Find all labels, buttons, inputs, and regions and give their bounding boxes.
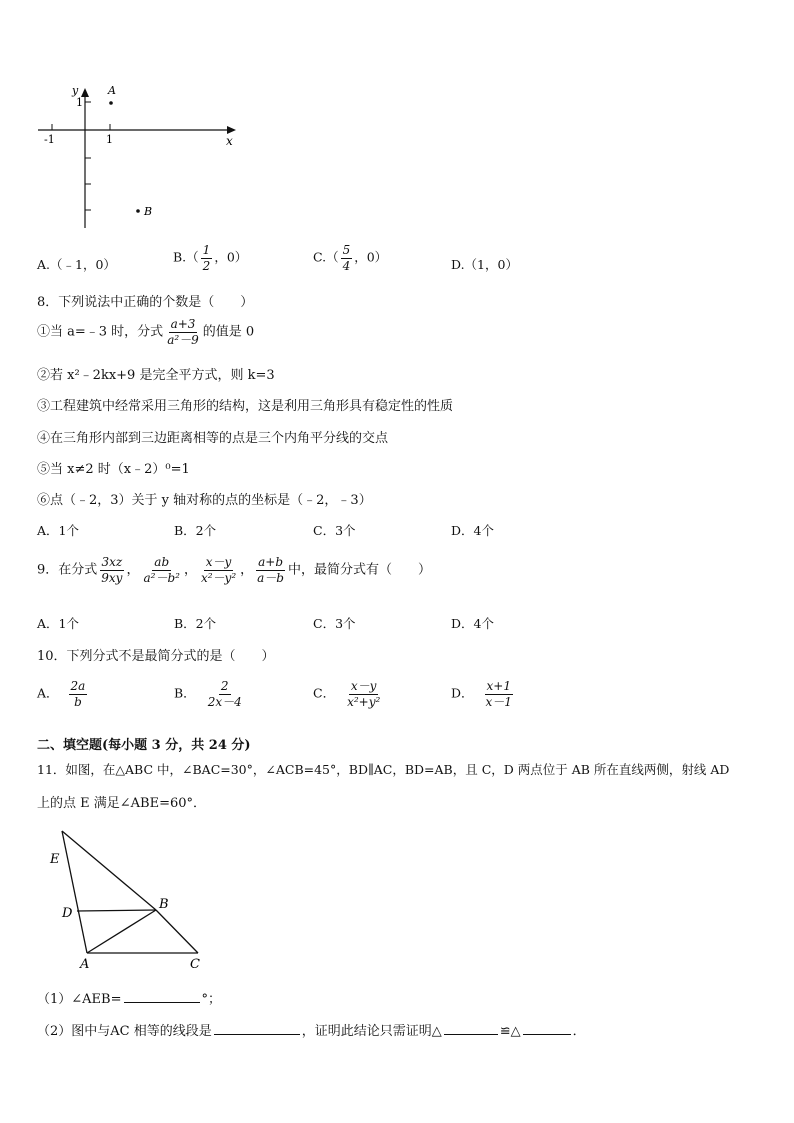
q8-statement-4: ④在三角形内部到三边距离相等的点是三个内角平分线的交点 (37, 431, 389, 446)
q11-line-1: 11．如图，在△ABC 中，∠BAC=30°，∠ACB=45°，BD∥AC，BD=AB，且 C，D 两点位于 AB 所在直线两侧，射线 AD (37, 762, 730, 777)
numerator: 5 (342, 243, 351, 257)
q7-option-c-prefix: C.（ (313, 249, 339, 265)
q11-part-2-end: ． (572, 1024, 586, 1039)
q10-option-a-fraction (69, 680, 88, 708)
segment-bc (156, 910, 198, 953)
q8-statement-5: ⑤当 x≠2 时（x﹣2）⁰=1 (37, 462, 190, 477)
answer-blank[interactable] (214, 1033, 300, 1035)
q9-fraction-2 (141, 556, 181, 584)
q8-s1-suffix: 的值是 0 (202, 324, 255, 340)
q10-option-b-label: B． (174, 685, 196, 701)
x-axis-arrow (227, 126, 236, 134)
q11-line-2: 上的点 E 满足∠ABE=60°． (37, 796, 207, 811)
q11-part-1 (37, 988, 221, 1007)
point-a-label: A (108, 84, 116, 97)
q9-option-b: B．2个 (174, 616, 217, 631)
q7-option-b-suffix: ，0） (214, 249, 248, 265)
q10-option-a (37, 680, 89, 708)
answer-blank[interactable] (523, 1033, 571, 1035)
q8-s1-fraction (165, 318, 201, 346)
label-d: D (62, 906, 73, 921)
congruent-symbol: ≌△ (499, 1024, 521, 1039)
numerator: x－y (205, 555, 232, 569)
q11-part-2-prefix: （2）图中与AC 相等的线段是 (37, 1024, 212, 1039)
q11-part-2 (37, 1020, 586, 1039)
q9-option-c: C．3个 (313, 616, 356, 631)
denominator: x²+y² (347, 694, 381, 709)
coordinate-figure (30, 80, 245, 235)
numerator: a+3 (170, 317, 196, 331)
separator: ， (126, 562, 140, 578)
x-axis-label: x (226, 134, 233, 148)
point-a (109, 101, 113, 105)
q10-option-d (451, 680, 516, 708)
separator: ， (240, 562, 254, 578)
point-b (136, 209, 140, 213)
q11-part-1-suffix: °； (201, 992, 222, 1007)
numerator: 3xz (101, 555, 123, 569)
numerator: 2a (70, 679, 86, 693)
q11-part-1-prefix: （1）∠AEB= (37, 992, 122, 1007)
q9-fraction-4 (255, 556, 286, 584)
q8-option-c: C．3个 (313, 523, 356, 538)
tick-label-y1: 1 (76, 96, 83, 109)
denominator: x²－y² (200, 570, 237, 585)
q8-statement-6: ⑥点（﹣2，3）关于 y 轴对称的点的坐标是（﹣2，﹣3） (37, 493, 372, 508)
segment-ab (87, 910, 156, 953)
y-axis-label: y (72, 84, 79, 97)
q9-suffix: 中，最简分式有（ ） (288, 562, 432, 578)
q9-prefix: 9．在分式 (37, 562, 98, 578)
denominator: x－1 (485, 694, 512, 709)
answer-blank[interactable] (444, 1033, 498, 1035)
q10-stem: 10．下列分式不是最简分式的是（ ） (37, 649, 275, 664)
denominator: a²－9 (167, 332, 199, 347)
q9-option-d: D．4个 (451, 616, 494, 631)
label-a: A (80, 957, 90, 971)
numerator: ab (154, 555, 170, 569)
denominator: 2 (202, 258, 211, 273)
q10-option-b-fraction (206, 680, 244, 708)
q7-option-c-fraction (341, 244, 353, 272)
q8-statement-1 (37, 318, 254, 346)
denominator: 4 (342, 258, 351, 273)
q8-option-d: D．4个 (451, 523, 494, 538)
denominator: b (74, 694, 82, 709)
tick-label-x1: 1 (106, 133, 113, 146)
segment-db (77, 910, 156, 911)
q10-option-a-label: A． (37, 685, 59, 701)
denominator: a－b (257, 570, 284, 585)
section-title: 二、填空题(每小题 3 分，共 24 分) (37, 738, 251, 753)
label-b: B (159, 897, 169, 912)
separator: ， (183, 562, 197, 578)
numerator: a+b (258, 555, 284, 569)
q7-option-c (313, 244, 387, 272)
q9-fraction-1 (99, 556, 124, 584)
numerator: x－y (350, 679, 377, 693)
triangle-figure (44, 826, 214, 971)
q8-statement-3: ③工程建筑中经常采用三角形的结构，这是利用三角形具有稳定性的性质 (37, 399, 454, 414)
q9-option-a: A．1个 (37, 616, 79, 631)
q8-stem: 8．下列说法中正确的个数是（ ） (37, 295, 254, 310)
q9-stem (37, 556, 431, 584)
answer-blank[interactable] (124, 1001, 200, 1003)
q8-statement-2: ②若 x²﹣2kx+9 是完全平方式，则 k=3 (37, 368, 275, 383)
q10-option-c-label: C． (313, 685, 336, 701)
label-c: C (190, 957, 200, 971)
q7-option-b-fraction (201, 244, 213, 272)
q10-option-b (174, 680, 246, 708)
q10-option-c (313, 680, 384, 708)
q8-option-b: B．2个 (174, 523, 217, 538)
q7-option-c-suffix: ，0） (354, 249, 388, 265)
denominator: 2x－4 (207, 694, 242, 709)
numerator: 1 (202, 243, 211, 257)
numerator: x+1 (486, 679, 511, 693)
label-e: E (50, 852, 60, 867)
q7-option-d: D.（1，0） (451, 257, 518, 272)
q8-s1-prefix: ①当 a=﹣3 时，分式 (37, 324, 164, 340)
denominator: a²－b² (143, 570, 180, 585)
q10-option-d-fraction (484, 680, 514, 708)
q9-fraction-3 (199, 556, 238, 584)
q7-option-b (173, 244, 247, 272)
numerator: 2 (220, 679, 229, 693)
q8-option-a: A．1个 (37, 523, 79, 538)
q7-option-b-prefix: B.（ (173, 249, 199, 265)
point-b-label: B (144, 205, 153, 218)
denominator: 9xy (101, 570, 123, 585)
q10-option-d-label: D． (451, 685, 474, 701)
q10-option-c-fraction (345, 680, 382, 708)
tick-label-x-neg1: -1 (44, 133, 55, 146)
q11-part-2-middle: ，证明此结论只需证明△ (301, 1024, 442, 1039)
q7-option-a: A.（﹣1，0） (37, 257, 116, 272)
